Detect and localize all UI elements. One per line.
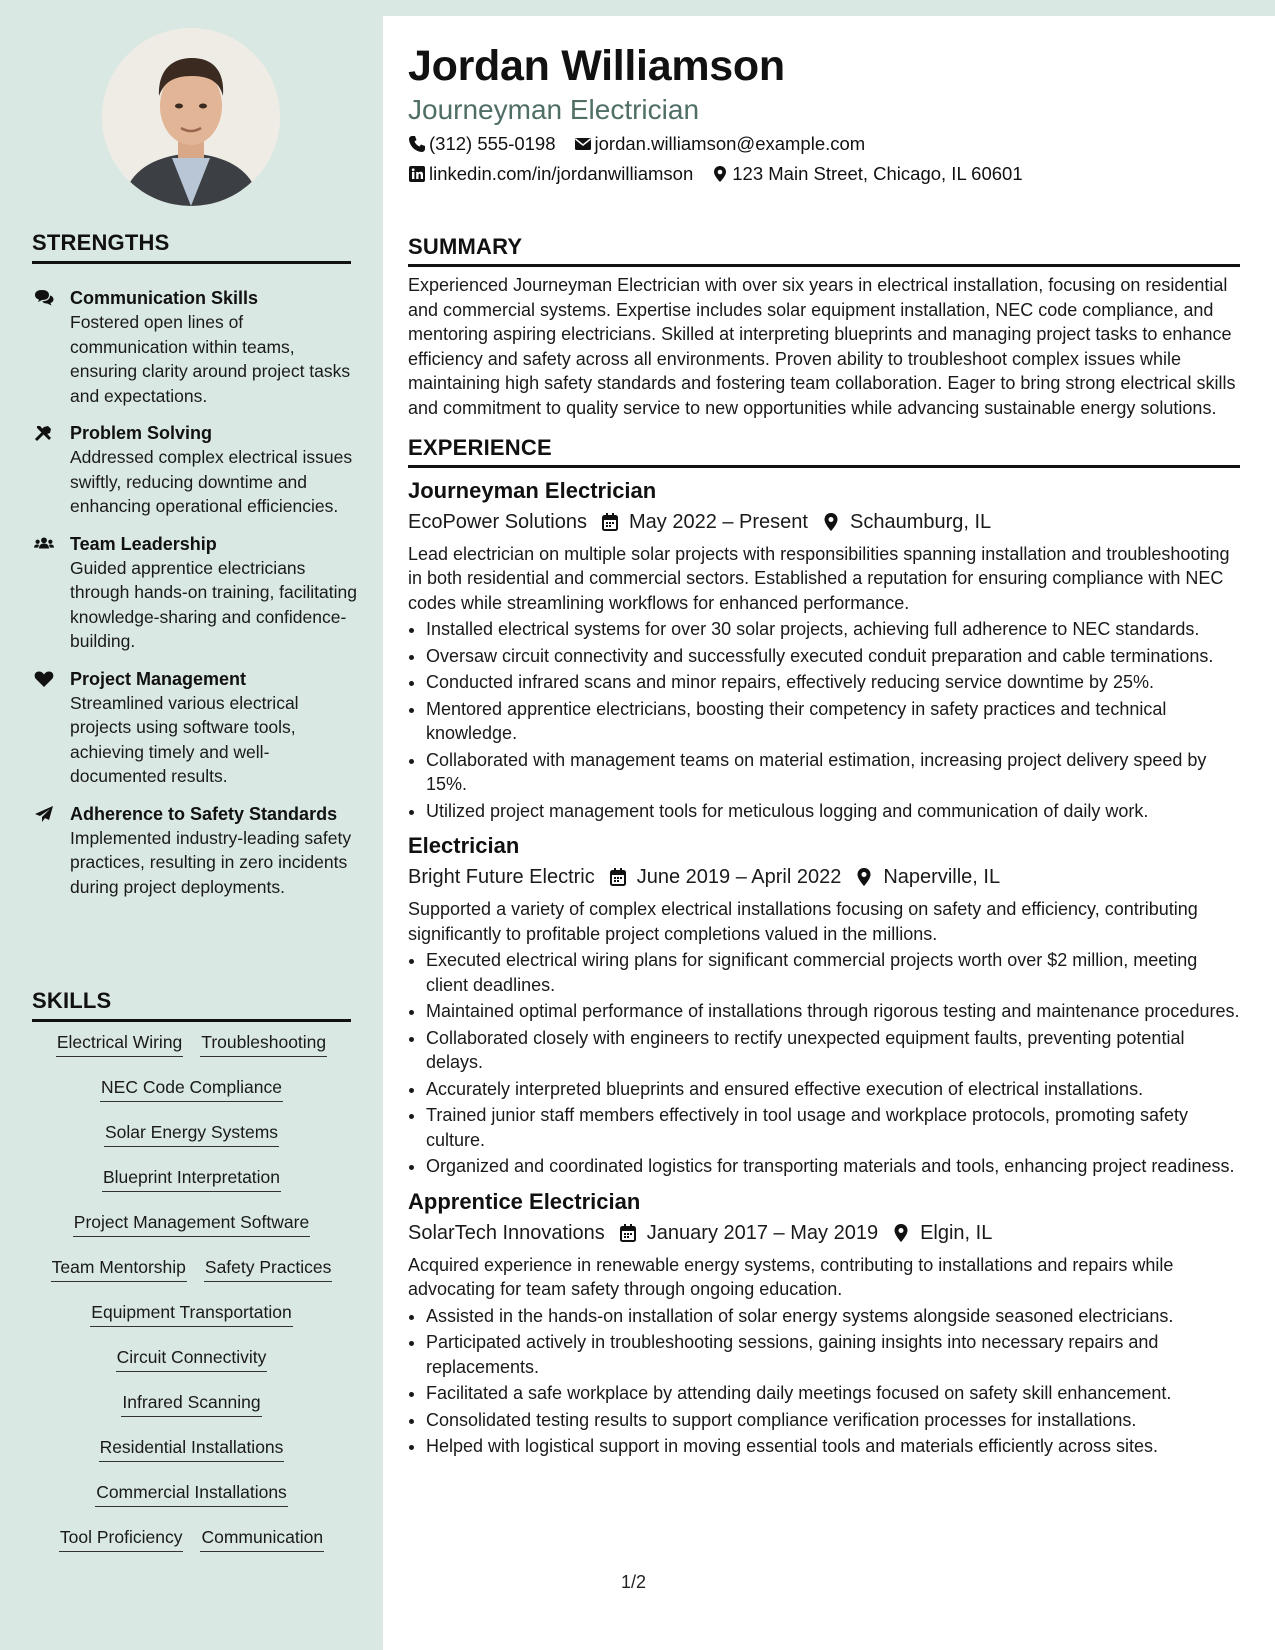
email-link[interactable]: jordan.williamson@example.com bbox=[594, 133, 866, 154]
job-entry bbox=[408, 476, 1240, 824]
skill-tag: Solar Energy Systems bbox=[104, 1120, 279, 1147]
strength-item bbox=[32, 286, 357, 408]
job-meta bbox=[408, 1219, 1240, 1247]
strengths-list bbox=[32, 286, 357, 912]
job-title: Electrician bbox=[408, 833, 520, 859]
bullet-item: • Accurately interpreted blueprints and ensured effective execution of electrical installations. bbox=[426, 1077, 1240, 1102]
experience-heading: EXPERIENCE bbox=[408, 435, 1240, 468]
strength-desc: Streamlined various electrical projects using software tools, achieving timely and well-documented results. bbox=[70, 692, 299, 786]
job-location: Elgin, IL bbox=[920, 1221, 993, 1244]
skill-tag: Circuit Connectivity bbox=[116, 1345, 268, 1372]
bullet-item: • Utilized project management tools for meticulous logging and communication of daily work. bbox=[426, 799, 1240, 824]
strength-item bbox=[32, 532, 357, 654]
skill-tag: Tool Proficiency bbox=[59, 1525, 184, 1552]
strength-item bbox=[32, 802, 357, 900]
envelope-icon bbox=[574, 135, 592, 153]
bullet-item: • Organized and coordinated logistics for transporting materials and tools, enhancing project readiness. bbox=[426, 1154, 1240, 1179]
calendar-icon bbox=[601, 512, 619, 532]
bullet-item: • Collaborated with management teams on material estimation, increasing project delivery speed by 15%. bbox=[426, 748, 1240, 797]
map-pin-icon bbox=[892, 1223, 910, 1243]
profile-photo bbox=[102, 28, 280, 206]
skill-tag: Blueprint Interpretation bbox=[102, 1165, 281, 1192]
job-location: Naperville, IL bbox=[883, 866, 1001, 889]
skill-tag: Commercial Installations bbox=[95, 1480, 288, 1507]
strengths-heading: STRENGTHS bbox=[32, 230, 351, 264]
strength-desc: Fostered open lines of communication within teams, ensuring clarity around project tasks and expectations. bbox=[70, 312, 351, 406]
strength-desc: Implemented industry-leading safety practices, resulting in zero incidents during project deployments. bbox=[70, 827, 352, 897]
map-pin-icon bbox=[711, 165, 729, 183]
strength-title: Project Management bbox=[70, 668, 247, 689]
comments-icon bbox=[32, 286, 70, 408]
page-number: 1/2 bbox=[621, 1572, 647, 1592]
contact-line bbox=[408, 130, 1240, 158]
candidate-role: Journeyman Electrician bbox=[408, 94, 700, 125]
job-entry bbox=[408, 1187, 1240, 1459]
summary-text: Experienced Journeyman Electrician with over six years in electrical installation, focusing on residential and commercial systems. Expertise includes solar equipment installation, NEC code compliance, and mentoring aspiring electricians. Skilled at interpreting blueprints and managing project tasks to enhance efficiency and safety across all environments. Proven ability to troubleshoot complex issues while maintaining high safety standards and fostering team collaboration. Eager to bring strong electrical skills and commitment to quality service to new opportunities while advancing sustainable energy solutions. bbox=[408, 275, 1236, 418]
job-bullets bbox=[408, 948, 1240, 1179]
linkedin-link[interactable]: linkedin.com/in/jordanwilliamson bbox=[429, 163, 694, 184]
map-pin-icon bbox=[855, 867, 873, 887]
job-bullets bbox=[408, 617, 1240, 823]
strength-item bbox=[32, 667, 357, 789]
skills-list bbox=[32, 1030, 351, 1570]
sidebar bbox=[0, 0, 383, 1650]
calendar-icon bbox=[609, 867, 627, 887]
job-description: Lead electrician on multiple solar projects with responsibilities spanning installation and troubleshooting in both residential and commercial sectors. Established a reputation for ensuring compliance with NEC codes while streamlining workflows for enhanced performance. bbox=[408, 543, 1230, 613]
skill-tag: Residential Installations bbox=[99, 1435, 285, 1462]
skill-tag: Safety Practices bbox=[204, 1255, 332, 1282]
address-text: 123 Main Street, Chicago, IL 60601 bbox=[732, 163, 1023, 184]
strength-desc: Addressed complex electrical issues swiftly, reducing downtime and enhancing operational efficiencies. bbox=[70, 447, 353, 516]
job-dates: January 2017 – May 2019 bbox=[646, 1221, 879, 1244]
job-meta bbox=[408, 863, 1240, 891]
job-description: Supported a variety of complex electrical installations focusing on safety and efficiency, contributing significantly to profitable project completions valued in the millions. bbox=[408, 899, 1198, 944]
calendar-icon bbox=[619, 1223, 637, 1243]
users-icon bbox=[32, 532, 70, 654]
phone-text: (312) 555-0198 bbox=[429, 133, 556, 154]
bullet-item: • Trained junior staff members effectively in tool usage and workplace protocols, promoting safety culture. bbox=[426, 1103, 1240, 1152]
contact-line bbox=[408, 160, 1240, 188]
job-meta bbox=[408, 508, 1240, 536]
strength-title: Adherence to Safety Standards bbox=[70, 803, 338, 824]
company-name: Bright Future Electric bbox=[408, 866, 595, 889]
skill-tag: Troubleshooting bbox=[200, 1030, 327, 1057]
tools-icon bbox=[32, 421, 70, 519]
linkedin-icon bbox=[408, 165, 426, 183]
main-content bbox=[408, 40, 1240, 1461]
job-description: Acquired experience in renewable energy systems, contributing to installations and repairs while advocating for team safety through ongoing education. bbox=[408, 1254, 1174, 1300]
bullet-item: • Maintained optimal performance of installations through rigorous testing and maintenance procedures. bbox=[426, 999, 1240, 1024]
job-location: Schaumburg, IL bbox=[849, 510, 992, 533]
bullet-item: • Installed electrical systems for over 30 solar projects, achieving full adherence to NEC standards. bbox=[426, 617, 1240, 642]
job-title: Journeyman Electrician bbox=[408, 477, 657, 503]
bullet-item: • Consolidated testing results to support compliance verification processes for installations. bbox=[426, 1408, 1240, 1433]
bullet-item: • Assisted in the hands-on installation of solar energy systems alongside seasoned electricians. bbox=[426, 1304, 1240, 1329]
skill-tag: Electrical Wiring bbox=[56, 1030, 183, 1057]
bullet-item: • Oversaw circuit connectivity and successfully executed conduit preparation and cable terminations. bbox=[426, 644, 1240, 669]
company-name: SolarTech Innovations bbox=[408, 1221, 605, 1244]
bullet-item: • Executed electrical wiring plans for significant commercial projects worth over $2 million, meeting client deadlines. bbox=[426, 948, 1240, 997]
job-title: Apprentice Electrician bbox=[408, 1188, 641, 1214]
map-pin-icon bbox=[822, 512, 840, 532]
bullet-item: • Facilitated a safe workplace by attending daily meetings focused on safety skill enhancement. bbox=[426, 1381, 1240, 1406]
skill-tag: NEC Code Compliance bbox=[100, 1075, 283, 1102]
job-bullets bbox=[408, 1304, 1240, 1459]
job-entry bbox=[408, 831, 1240, 1179]
bullet-item: • Participated actively in troubleshooting sessions, gaining insights into necessary repairs and replacements. bbox=[426, 1330, 1240, 1379]
strength-item bbox=[32, 421, 357, 519]
bullet-item: • Collaborated closely with engineers to rectify unexpected equipment faults, preventing potential delays. bbox=[426, 1026, 1240, 1075]
skill-tag: Team Mentorship bbox=[51, 1255, 187, 1282]
skill-tag: Project Management Software bbox=[73, 1210, 310, 1237]
summary-heading: SUMMARY bbox=[408, 234, 1240, 267]
company-name: EcoPower Solutions bbox=[408, 510, 587, 533]
heart-icon bbox=[32, 667, 70, 789]
strength-title: Team Leadership bbox=[70, 533, 217, 554]
phone-icon bbox=[408, 135, 426, 153]
bullet-item: • Conducted infrared scans and minor repairs, effectively reducing service downtime by 25%. bbox=[426, 670, 1240, 695]
skills-heading: SKILLS bbox=[32, 988, 351, 1022]
skill-tag: Equipment Transportation bbox=[90, 1300, 292, 1327]
skill-tag: Communication bbox=[200, 1525, 324, 1552]
bullet-item: • Helped with logistical support in moving essential tools and materials efficiently across sites. bbox=[426, 1434, 1240, 1459]
skill-tag: Infrared Scanning bbox=[121, 1390, 261, 1417]
strength-desc: Guided apprentice electricians through hands-on training, facilitating knowledge-sharing and confidence-building. bbox=[70, 557, 357, 651]
paper-plane-icon bbox=[32, 802, 70, 900]
job-dates: May 2022 – Present bbox=[628, 510, 808, 533]
strength-title: Communication Skills bbox=[70, 288, 259, 308]
job-dates: June 2019 – April 2022 bbox=[636, 866, 842, 889]
strength-title: Problem Solving bbox=[70, 423, 213, 443]
bullet-item: • Mentored apprentice electricians, boosting their competency in safety practices and technical knowledge. bbox=[426, 697, 1240, 746]
candidate-name: Jordan Williamson bbox=[408, 42, 785, 90]
